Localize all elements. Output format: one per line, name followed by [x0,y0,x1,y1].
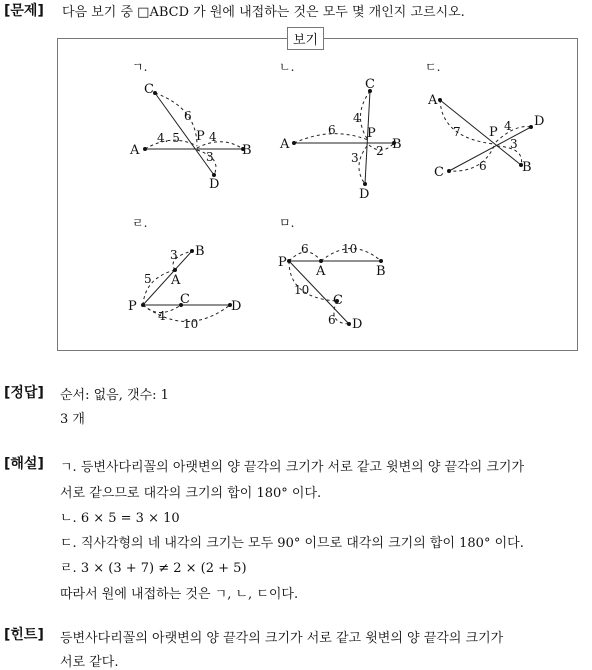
answer-line-2: 3 개 [60,412,85,427]
hint-label: [힌트] [4,627,44,643]
point-label: D [534,114,545,129]
point-label: P [128,299,137,314]
point-label: B [392,137,402,152]
length-label: 5 [144,272,152,286]
answer-line-1: 순서: 없음, 갯수: 1 [60,388,169,403]
length-label: 4. 5 [157,131,180,145]
answer-label: [정답] [4,385,44,401]
length-label: 6 [184,109,192,123]
point-label: C [365,77,375,92]
hint-line: 서로 같다. [60,655,119,670]
point-label: P [367,126,376,141]
point-label: D [231,299,242,314]
length-label: 10 [294,283,310,297]
problem-question: 다음 보기 중 □ABCD 가 원에 내접하는 것은 모두 몇 개인지 고르시오. [62,5,465,20]
length-label: 2 [376,144,384,158]
point-label: A [316,264,326,279]
point-label: A [428,93,438,108]
length-label: 3 [510,137,518,151]
length-label: 10 [183,317,199,331]
explanation-line: ㄹ. 3 × (3 + 7) ≠ 2 × (2 + 5) [60,561,247,576]
point-label: D [209,177,220,192]
explanation-line: ㄴ. 6 × 5 = 3 × 10 [60,511,180,526]
point-label: D [352,317,363,332]
length-label: 10 [342,242,358,256]
point-label: P [196,129,205,144]
figure-mark: ㄷ. [425,60,441,74]
point-label: A [130,143,140,158]
point-label: C [144,82,154,97]
bogi-title: 보기 [287,27,324,50]
figure-rieul [143,251,230,322]
point-label: P [278,255,287,270]
length-label: 7 [453,125,461,139]
point-label: C [333,293,343,308]
point-label: A [171,273,181,288]
length-label: 3 [170,248,178,262]
length-label: 6 [328,123,336,137]
figure-mark: ㄴ. [279,60,295,74]
point-label: C [180,292,190,307]
explanation-line: 따라서 원에 내접하는 것은 ㄱ, ㄴ, ㄷ이다. [60,587,299,602]
length-label: 6 [479,159,487,173]
figure-mark: ㄹ. [132,216,148,230]
length-label: 4 [353,111,361,125]
hint-line: 등변사다리꼴의 아랫변의 양 끝각의 크기가 서로 같고 윗변의 양 끝각의 크기가 [60,631,504,646]
point-label: P [489,125,498,140]
length-label: 4 [209,130,217,144]
length-label: 3 [206,150,214,164]
point-label: D [359,187,370,202]
point-label: B [522,160,532,175]
length-label: 6 [328,313,336,327]
explanation-label: [해설] [4,456,44,472]
explanation-line: ㄱ. 등변사다리꼴의 아랫변의 양 끝각의 크기가 서로 같고 윗변의 양 끝각의 크기가 [60,460,525,475]
explanation-line: ㄷ. 직사각형의 네 내각의 크기는 모두 90° 이므로 대각의 크기의 합이 180° 이다. [60,536,524,551]
point-label: A [280,137,290,152]
length-label: 4 [504,119,512,133]
figure-nieun [294,91,394,184]
figure-mark: ㅁ. [279,216,295,230]
length-label: 4 [158,309,166,323]
problem-label: [문제] [4,3,44,19]
figures-canvas [57,38,578,351]
point-label: C [434,165,444,180]
point-label: B [376,264,386,279]
length-label: 6 [301,242,309,256]
explanation-line: 서로 같으므로 대각의 크기의 합이 180° 이다. [60,486,322,501]
point-label: B [242,143,252,158]
point-label: B [195,244,205,259]
figure-mark: ㄱ. [132,60,148,74]
length-label: 3 [351,151,359,165]
